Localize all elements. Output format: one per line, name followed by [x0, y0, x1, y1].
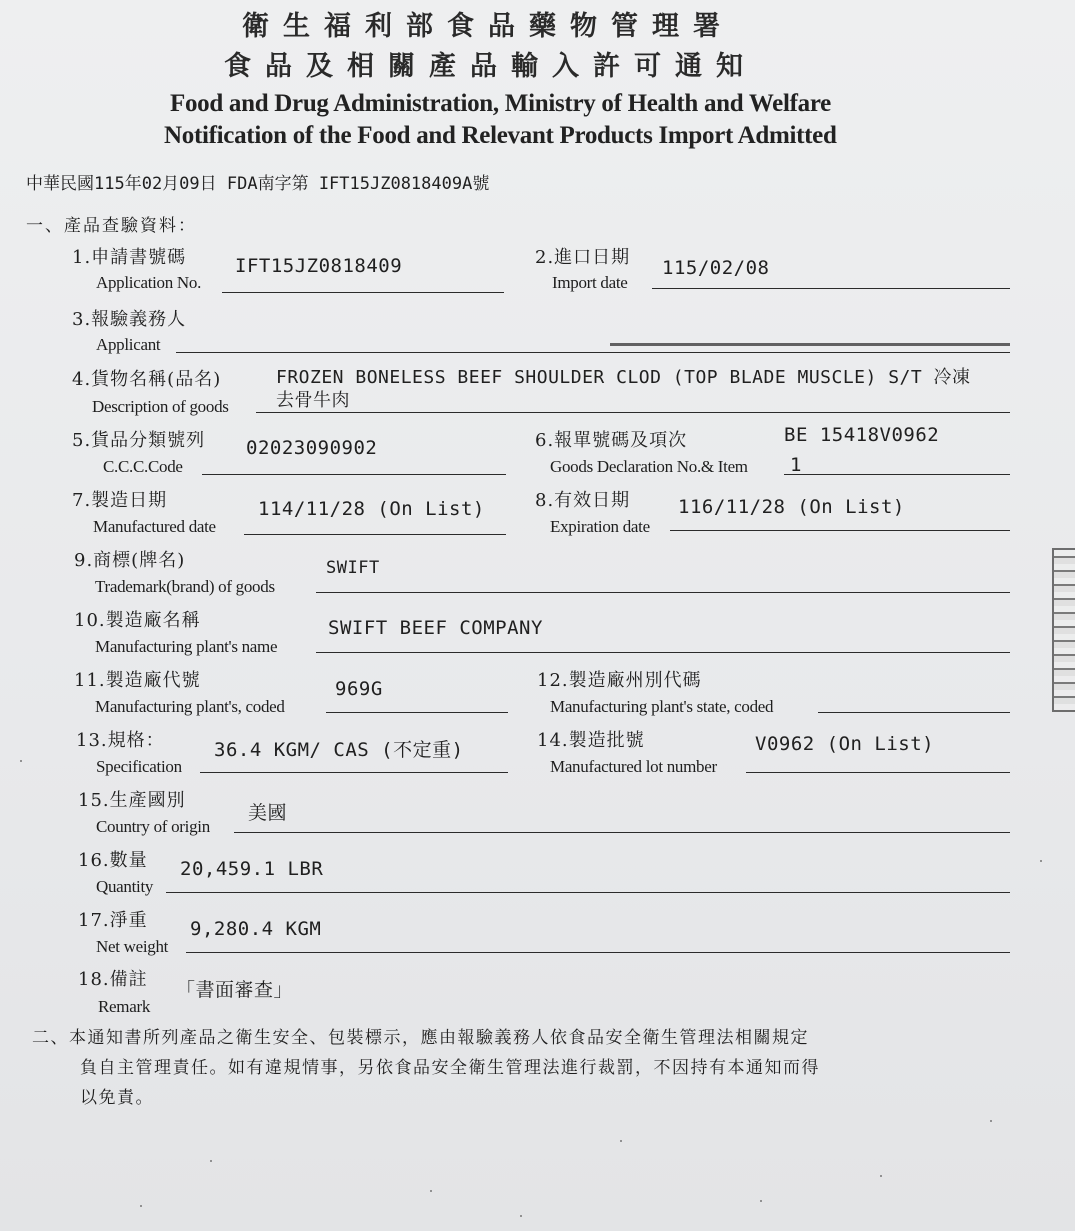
goods-declaration-value: BE 15418V0962: [784, 424, 940, 446]
field6-label-en: Goods Declaration No.& Item: [550, 457, 748, 476]
application-no-value: IFT15JZ0818409: [235, 255, 403, 277]
field6-underline: [784, 474, 1010, 475]
field13-underline: [200, 772, 508, 773]
title-zh-agency: 衛生福利部食品藥物管理署: [242, 11, 734, 42]
title-en-agency: Food and Drug Administration, Ministry of Health and Welfare: [170, 90, 831, 117]
manufactured-date-value: 114/11/28 (On List): [258, 498, 485, 520]
field10-label-zh: 10.製造廠名稱: [74, 610, 201, 631]
official-stamp-partial: [1052, 548, 1075, 712]
field18-label-zh: 18.備註: [78, 969, 148, 990]
expiration-date-value: 116/11/28 (On List): [678, 496, 905, 518]
field5-label-en: C.C.C.Code: [103, 457, 183, 476]
field14-underline: [746, 772, 1010, 773]
field13-label-en: Specification: [96, 757, 182, 776]
field1-label-en: Application No.: [96, 273, 202, 292]
goods-declaration-item: 1: [790, 454, 802, 476]
field14-label-zh: 14.製造批號: [537, 730, 645, 751]
field17-underline: [186, 952, 1010, 953]
redaction-mark: [610, 343, 1010, 346]
ccc-code-value: 02023090902: [246, 437, 378, 459]
field1-underline: [222, 292, 504, 293]
field13-label-zh: 13.規格：: [76, 730, 165, 751]
field10-underline: [316, 652, 1010, 653]
goods-description-value-line2: 去骨牛肉: [276, 390, 350, 411]
trademark-value: SWIFT: [326, 558, 380, 578]
remark-value: 「書面審查」: [176, 979, 294, 1001]
field2-label-en: Import date: [552, 273, 628, 292]
field9-label-zh: 9.商標(牌名): [74, 550, 186, 571]
country-of-origin-value: 美國: [248, 802, 288, 824]
specification-value: 36.4 KGM/ CAS (不定重): [214, 739, 464, 761]
goods-description-value-line1: FROZEN BONELESS BEEF SHOULDER CLOD (TOP BLADE MUSCLE) S/T 冷凍: [276, 367, 971, 388]
title-en-notice: Notification of the Food and Relevant Products Import Admitted: [164, 122, 837, 149]
field12-underline: [818, 712, 1010, 713]
section2-line2: 負自主管理責任。如有違規情事，另依食品安全衛生管理法進行裁罰，不因持有本通知而得: [80, 1058, 820, 1078]
field8-label-zh: 8.有效日期: [535, 490, 631, 511]
field12-label-en: Manufacturing plant's state, coded: [550, 697, 774, 716]
field4-label-zh: 4.貨物名稱(品名): [72, 369, 222, 390]
field2-underline: [652, 288, 1010, 289]
plant-code-value: 969G: [335, 678, 383, 700]
field10-label-en: Manufacturing plant's name: [95, 637, 278, 656]
field16-label-zh: 16.數量: [78, 850, 148, 871]
field11-label-zh: 11.製造廠代號: [74, 670, 201, 691]
field7-label-zh: 7.製造日期: [72, 490, 168, 511]
field3-underline: [176, 352, 1010, 353]
section2-line1: 二、本通知書所列產品之衛生安全、包裝標示，應由報驗義務人依食品安全衛生管理法相關規定: [32, 1028, 809, 1048]
section1-title: 一、產品查驗資料：: [26, 216, 197, 236]
field18-label-en: Remark: [98, 997, 151, 1016]
field4-underline: [256, 412, 1010, 413]
document-number: 中華民國115年02月09日 FDA南字第 IFT15JZ0818409A號: [26, 174, 490, 194]
field11-underline: [326, 712, 508, 713]
field2-label-zh: 2.進口日期: [535, 247, 631, 268]
field17-label-zh: 17.淨重: [78, 910, 148, 931]
field5-underline: [202, 474, 506, 475]
field3-label-en: Applicant: [96, 335, 161, 354]
field6-label-zh: 6.報單號碼及項次: [535, 430, 688, 451]
field4-label-en: Description of goods: [92, 397, 229, 416]
field8-underline: [670, 530, 1010, 531]
field5-label-zh: 5.貨品分類號列: [72, 430, 206, 451]
field7-label-en: Manufactured date: [93, 517, 216, 536]
field8-label-en: Expiration date: [550, 517, 650, 536]
section2-line3: 以免責。: [80, 1088, 154, 1108]
manufacturing-plant-name-value: SWIFT BEEF COMPANY: [328, 617, 543, 639]
title-zh-notice: 食品及相關產品輸入許可通知: [224, 51, 757, 82]
field1-label-zh: 1.申請書號碼: [72, 247, 187, 268]
field9-underline: [316, 592, 1010, 593]
field3-label-zh: 3.報驗義務人: [72, 309, 187, 330]
import-date-value: 115/02/08: [662, 257, 770, 279]
field14-label-en: Manufactured lot number: [550, 757, 717, 776]
field11-label-en: Manufacturing plant's, coded: [95, 697, 285, 716]
field17-label-en: Net weight: [96, 937, 169, 956]
field15-label-en: Country of origin: [96, 817, 210, 836]
field15-label-zh: 15.生產國別: [78, 790, 186, 811]
field9-label-en: Trademark(brand) of goods: [95, 577, 275, 596]
lot-number-value: V0962 (On List): [755, 733, 935, 755]
field12-label-zh: 12.製造廠州別代碼: [537, 670, 702, 691]
field7-underline: [244, 534, 506, 535]
field16-label-en: Quantity: [96, 877, 154, 896]
field15-underline: [234, 832, 1010, 833]
quantity-value: 20,459.1 LBR: [180, 858, 324, 880]
net-weight-value: 9,280.4 KGM: [190, 918, 322, 940]
field16-underline: [166, 892, 1010, 893]
